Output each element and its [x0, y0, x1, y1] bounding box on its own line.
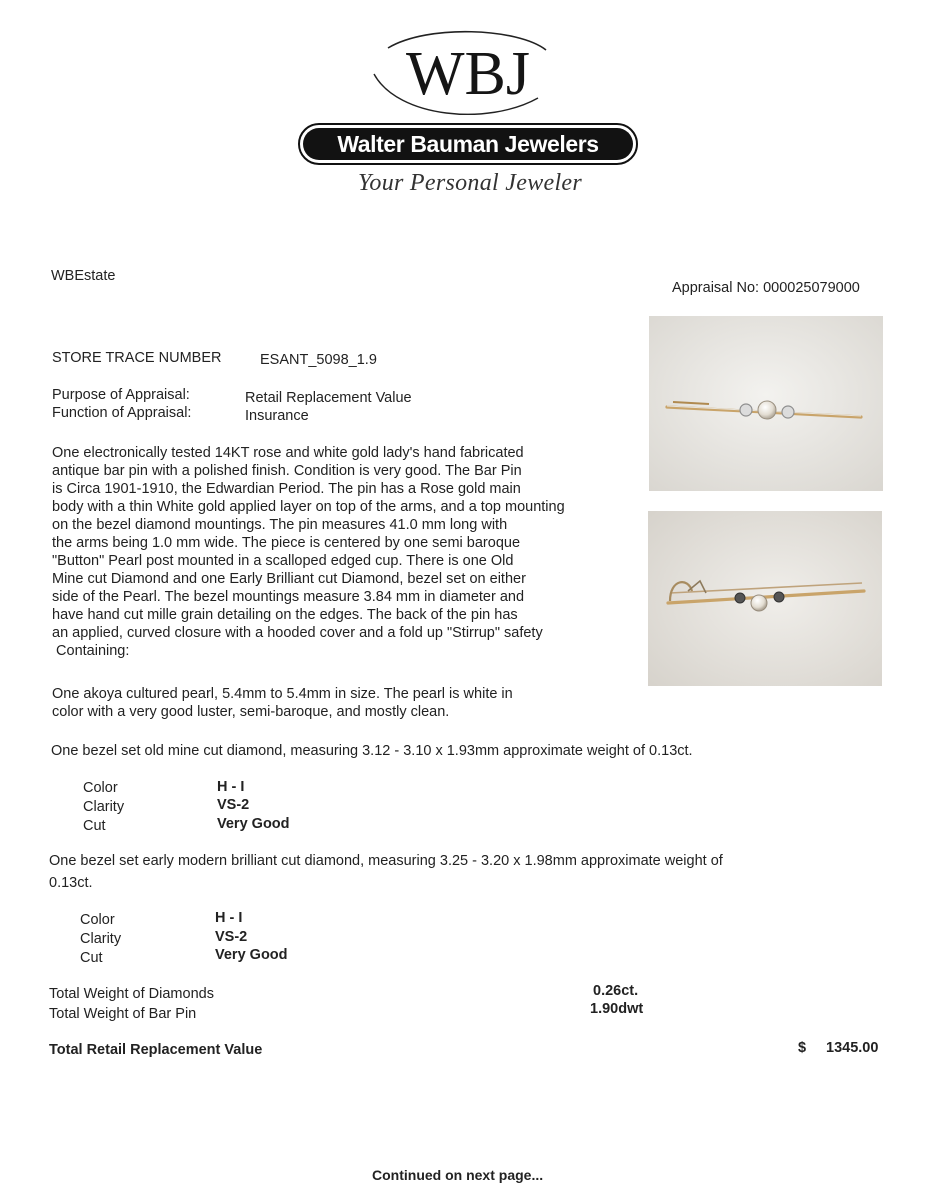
diamond2-description-line2: 0.13ct. — [49, 875, 93, 891]
diamond1-cut-label: Cut — [83, 818, 106, 834]
diamond1-color-value: H - I — [217, 779, 245, 795]
description-line: One electronically tested 14KT rose and white gold lady's hand fabricated — [52, 445, 524, 461]
description-line: an applied, curved closure with a hooded cover and a fold up "Stirrup" safety — [52, 625, 543, 641]
pearl-description-line: One akoya cultured pearl, 5.4mm to 5.4mm in size. The pearl is white in — [52, 686, 513, 702]
diamond1-color-label: Color — [83, 780, 118, 796]
description-line: the arms being 1.0 mm wide. The piece is centered by one semi baroque — [52, 535, 521, 551]
total-retail-value: 1345.00 — [826, 1040, 879, 1056]
description-line: antique bar pin with a polished finish. Condition is very good. The Bar Pin — [52, 463, 522, 479]
diamond1-clarity-value: VS-2 — [217, 797, 250, 813]
total-pin-weight-value: 1.90dwt — [590, 1001, 644, 1017]
diamond2-clarity-value: VS-2 — [215, 929, 248, 945]
diamond2-description-line1: One bezel set early modern brilliant cut diamond, measuring 3.25 - 3.20 x 1.98mm approximate weight of — [49, 853, 723, 869]
description-line: body with a thin White gold applied layer on top of the arms, and a top mounting — [52, 499, 565, 515]
company-tagline: Your Personal Jeweler — [357, 170, 583, 196]
company-name: Walter Bauman Jewelers — [303, 128, 633, 160]
total-retail-value-label: Total Retail Replacement Value — [49, 1042, 263, 1058]
diamond1-cut-value: Very Good — [217, 816, 290, 832]
description-line: side of the Pearl. The bezel mountings measure 3.84 mm in diameter and — [52, 589, 525, 605]
total-pin-weight-label: Total Weight of Bar Pin — [49, 1006, 197, 1022]
store-trace-label: STORE TRACE NUMBER — [52, 350, 222, 366]
description-line: on the bezel diamond mountings. The pin measures 41.0 mm long with — [52, 517, 508, 533]
currency-symbol: $ — [798, 1040, 807, 1056]
total-diamond-weight-label: Total Weight of Diamonds — [49, 986, 214, 1002]
diamond2-color-value: H - I — [215, 910, 243, 926]
diamond2-cut-value: Very Good — [215, 947, 288, 963]
wbj-monogram-logo — [368, 28, 568, 124]
function-label: Function of Appraisal: — [52, 405, 192, 421]
diamond2-clarity-label: Clarity — [80, 931, 122, 947]
continued-note: Continued on next page... — [372, 1167, 544, 1183]
item-description — [52, 445, 632, 665]
description-line: have hand cut mille grain detailing on the edges. The back of the pin has — [52, 607, 518, 623]
bar-pin-front-image — [649, 316, 883, 491]
diamond1-clarity-label: Clarity — [83, 799, 125, 815]
bar-pin-back-image — [648, 511, 882, 686]
description-line: Mine cut Diamond and one Early Brilliant cut Diamond, bezel set on either — [52, 571, 526, 587]
bar-pin-back-photo — [648, 511, 882, 686]
appraisal-number: Appraisal No: 000025079000 — [672, 280, 860, 296]
description-line: is Circa 1901-1910, the Edwardian Period. The pin has a Rose gold main — [52, 481, 521, 497]
diamond1-description: One bezel set old mine cut diamond, measuring 3.12 - 3.10 x 1.93mm approximate weight of 0.13ct. — [51, 743, 693, 759]
pearl-description-line: color with a very good luster, semi-baroque, and mostly clean. — [52, 704, 450, 720]
company-name-badge — [298, 123, 638, 165]
store-trace-value: ESANT_5098_1.9 — [260, 352, 377, 368]
diamond2-color-label: Color — [80, 912, 115, 928]
description-line: Containing: — [52, 643, 130, 659]
account-name: WBEstate — [51, 268, 116, 284]
purpose-value: Retail Replacement Value — [245, 390, 412, 406]
description-line: "Button" Pearl post mounted in a scalloped edged cup. There is one Old — [52, 553, 514, 569]
function-value: Insurance — [245, 408, 309, 424]
logo-monogram-text: WBJ — [406, 40, 530, 108]
diamond2-cut-label: Cut — [80, 950, 103, 966]
bar-pin-front-photo — [649, 316, 883, 491]
purpose-label: Purpose of Appraisal: — [52, 387, 190, 403]
total-diamond-weight-value: 0.26ct. — [593, 983, 639, 999]
